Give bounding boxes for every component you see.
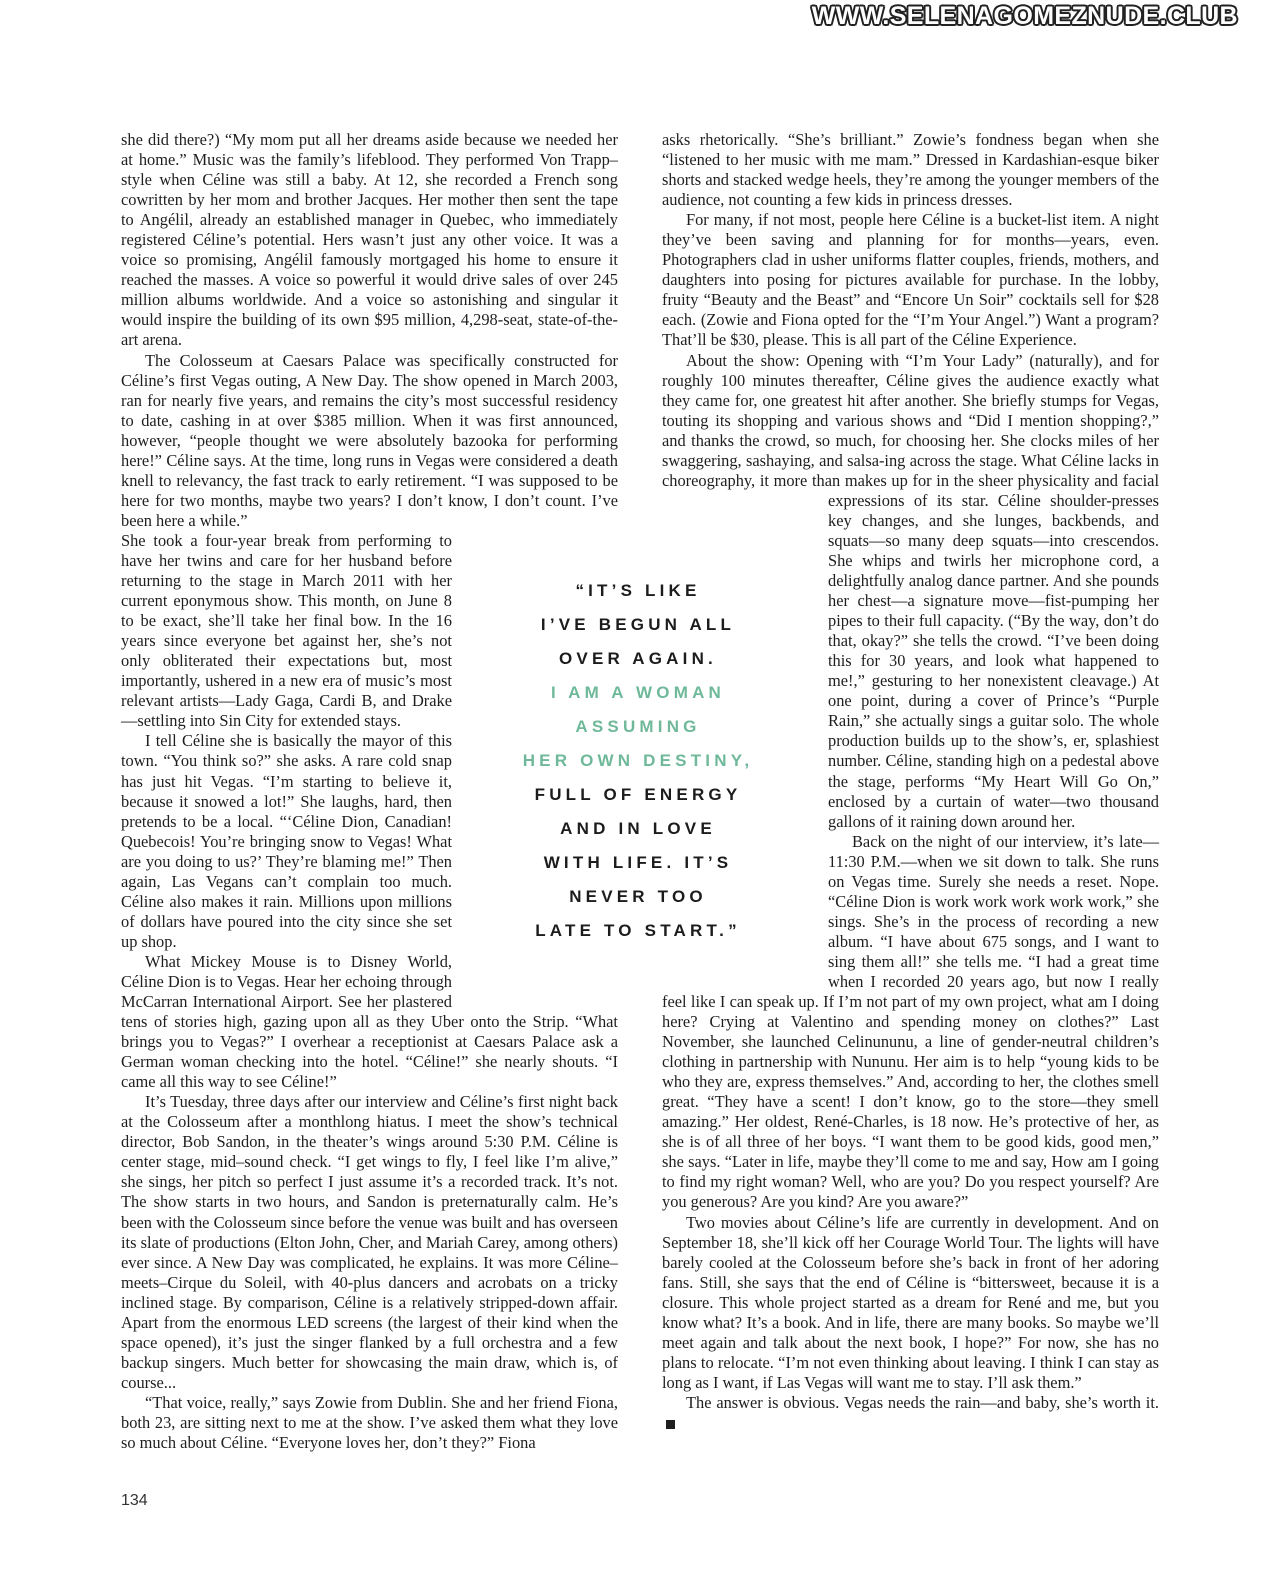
paragraph: she did there?) “My mom put all her dreams aside because we needed her at home.” Music was the family’s lifeblood. They performed Von Trapp–style when Céline was still a baby. At 12, she recorded a French song cowritten by her mom and brother Jacques. Her mother then sent the tape to Angélil, already an established manager in Quebec, who immediately registered Céline’s potential. Hers wasn’t just any other voice. It was a voice so promising, Angélil famously mortgaged his home to ensure it reached the masses. A voice so powerful it would drive sales of over 245 million albums worldwide. And a voice so astonishing and singular it would inspire the building of its own $95 million, 4,298-seat, state-of-the-art arena. xyxy=(121,130,618,350)
quote-line: NEVER TOO xyxy=(569,887,707,906)
quote-line-accent: I AM A WOMAN xyxy=(550,683,726,702)
paragraph: Back on the night of our interview, it’s late—11:30 P.M.—when we sit down to talk. She runs on Vegas time. Surely she needs a reset. Nope. “Céline Dion is work work work work work,” she sings. She’s in the process of recording a new album. “I have about 675 songs, and I want to sing them all!” she tells me. “I had a great time when I recorded 20 years ago, but now I really feel like I can speak up. If I’m not part of my own project, what am I doing here? Crying at Valentino and spending money on clothes?” Last November, she launched Celinununu, a line of gender-neutral children’s clothing in partnership with Nununu. Her aim is to help “young kids to be who they are, express themselves.” And, according to her, the clothes smell great. “They have a scent! I don’t know, go to the store—they smell amazing.” Her oldest, René-Charles, is 18 now. He’s protective of her, as she is of all three of her boys. “I want them to be good kids, good men,” she says. “Later in life, maybe they’ll come to me and say, How am I going to find my right woman? Well, who are you? Do you respect yourself? Are you generous? Are you kind? Are you aware?” xyxy=(662,831,1159,1212)
paragraph: Two movies about Céline’s life are currently in development. And on September 18, she’ll kick off her Courage World Tour. The lights will have barely cooled at the Colosseum before she’s back in front of her adoring fans. Still, she says that the end of Céline is “bittersweet, because it is a closure. This whole project started as a dream for René and me, but you know what? It’s a book. And in life, there are many books. So maybe we’ll meet again and talk about the next book, I hope?” For now, she has no plans to relocate. “I’m not even thinking about leaving. I think I can stay as long as I want, if Las Vegas will want me to stay. I’ll ask them.” xyxy=(662,1212,1159,1392)
page-number: 134 xyxy=(121,1492,148,1509)
paragraph: It’s Tuesday, three days after our interview and Céline’s first night back at the Colosseum after a monthlong hiatus. I meet the show’s technical director, Bob Sandon, in the theater’s wings around 5:30 P.M. Céline is center stage, mid–sound check. “I get wings to fly, I feel like I’m alive,” she sings, her pitch so perfect I just assume it’s a recorded track. It’s not. The show starts in two hours, and Sandon is preternaturally calm. He’s been with the Colosseum since before the venue was built and has overseen its slate of productions (Elton John, Cher, and Mariah Carey, among others) ever since. A New Day was complicated, he explains. It was more Céline–meets–Cirque du Soleil, with 40-plus dancers and acrobats on a tricky inclined stage. By comparison, Céline is a relatively stripped-down affair. Apart from the enormous LED screens (the largest of their kind when the space opened), it’s just the singer flanked by a full orchestra and a few backup singers. Much better for showcasing the main draw, which is, of course... xyxy=(121,1092,618,1392)
paragraph: She took a four-year break from performing to have her twins and care for her husband before returning to the stage in March 2011 with her current eponymous show. This month, on June 8 to be exact, she’ll take her final bow. In the 16 years since everyone bet against her, she’s not only obliterated their expectations but, most importantly, ushered in a new era of music’s most relevant artists—Lady Gaga, Cardi B, and Drake—settling into Sin City for extended stays. xyxy=(121,530,452,731)
paragraph: I tell Céline she is basically the mayor of this town. “You think so?” she asks. A rare cold snap has just hit Vegas. “I’m starting to believe it, because it snowed a lot!” She laughs, hard, then pretends to be a local. “‘Céline Dion, Canadian! Quebecois! You’re bringing snow to Vegas! What are you doing to us?’ They’re blaming me!” Then again, Las Vegans can’t complain too much. Céline also makes it rain. Millions upon millions of dollars have poured into the city since she set up shop. xyxy=(121,731,452,951)
paragraph-final xyxy=(662,1393,1159,1433)
watermark: WWW.SELENAGOMEZNUDE.CLUB xyxy=(811,2,1238,30)
quote-line: OVER AGAIN. xyxy=(559,649,717,668)
pull-quote xyxy=(500,574,776,948)
quote-line: FULL OF ENERGY xyxy=(534,785,742,804)
quote-line: I’VE BEGUN ALL xyxy=(540,615,736,634)
quote-line: LATE TO START.” xyxy=(535,921,741,940)
quote-line-accent: ASSUMING xyxy=(575,717,701,736)
quote-line-accent: HER OWN DESTINY, xyxy=(522,751,754,770)
paragraph: For many, if not most, people here Céline is a bucket-list item. A night they’ve been saving and planning for for months—years, even. Photographers clad in usher uniforms flatter couples, friends, mothers, and daughters into posing for pictures available for purchase. In the lobby, fruity “Beauty and the Beast” and “Encore Un Soir” cocktails sell for $28 each. (Zowie and Fiona opted for the “I’m Your Angel.”) Want a program? That’ll be $30, please. This is all part of the Céline Experience. xyxy=(662,210,1159,350)
paragraph: “That voice, really,” says Zowie from Dublin. She and her friend Fiona, both 23, are sitting next to me at the show. I’ve asked them what they love so much about Céline. “Everyone loves her, don’t they?” Fiona xyxy=(121,1392,618,1453)
quote-line: AND IN LOVE xyxy=(560,819,716,838)
quote-line: WITH LIFE. IT’S xyxy=(543,853,733,872)
quote-line: “IT’S LIKE xyxy=(575,581,701,600)
final-sentence: The answer is obvious. Vegas needs the rain—and baby, she’s worth it. xyxy=(686,1392,1159,1412)
end-mark-icon xyxy=(666,1420,675,1429)
paragraph: asks rhetorically. “She’s brilliant.” Zowie’s fondness began when she “listened to her music with me mam.” Dressed in Kardashian-esque biker shorts and stacked wedge heels, they’re among the younger members of the audience, not counting a few kids in princess dresses. xyxy=(662,130,1159,210)
paragraph: What Mickey Mouse is to Disney World, Céline Dion is to Vegas. Hear her echoing through McCarran International Airport. See her plastered tens of stories high, gazing upon all as they Uber onto the Strip. “What brings you to Vegas?” I overhear a receptionist at Caesars Palace ask a German woman checking into the hotel. “Céline!” she nearly shouts. “I came all this way to see Céline!” xyxy=(121,951,618,1092)
paragraph: About the show: Opening with “I’m Your Lady” (naturally), and for roughly 100 minutes thereafter, Céline gives the audience exactly what they came for, one greatest hit after another. She briefly stumps for Vegas, touting its shopping and various shows and “Did I mention shopping?,” and thanks the crowd, so much, for choosing her. She clocks miles of her swaggering, sashaying, and salsa-ing across the stage. What Céline lacks in choreography, it more than makes up for in the sheer physicality and facial expressions of its star. Céline shoulder-presses key changes, and she lunges, backbends, and squats—so many deep squats—into crescendos. She whips and twirls her microphone cord, a delightfully analog dance partner. And she pounds her chest—a signature move—fist-pumping her pipes to their full capacity. (“By the way, don’t do that, okay?” she tells the crowd. “I’ve been doing this for 30 years, and look what happened to me!,” gesturing to her nonexistent cleavage.) At one point, during a cover of Prince’s “Purple Rain,” she actually sings a guitar solo. The whole production builds up to the show’s, er, splashiest number. Céline, standing high on a pedestal above the stage, performs “My Heart Will Go On,” enclosed by a curtain of water—two thousand gallons of it raining down around her. xyxy=(662,350,1159,831)
paragraph: The Colosseum at Caesars Palace was specifically constructed for Céline’s first Vegas outing, A New Day. The show opened in March 2003, ran for nearly five years, and remains the city’s most successful residency to date, cashing in at over $385 million. When it was first announced, however, “people thought we were absolutely bazooka for performing here!” Céline says. At the time, long runs in Vegas were considered a death knell to relevancy, the fast track to early retirement. “I was supposed to be here for two months, maybe two years? I don’t know, I don’t count. I’ve been here a while.” xyxy=(121,350,618,530)
